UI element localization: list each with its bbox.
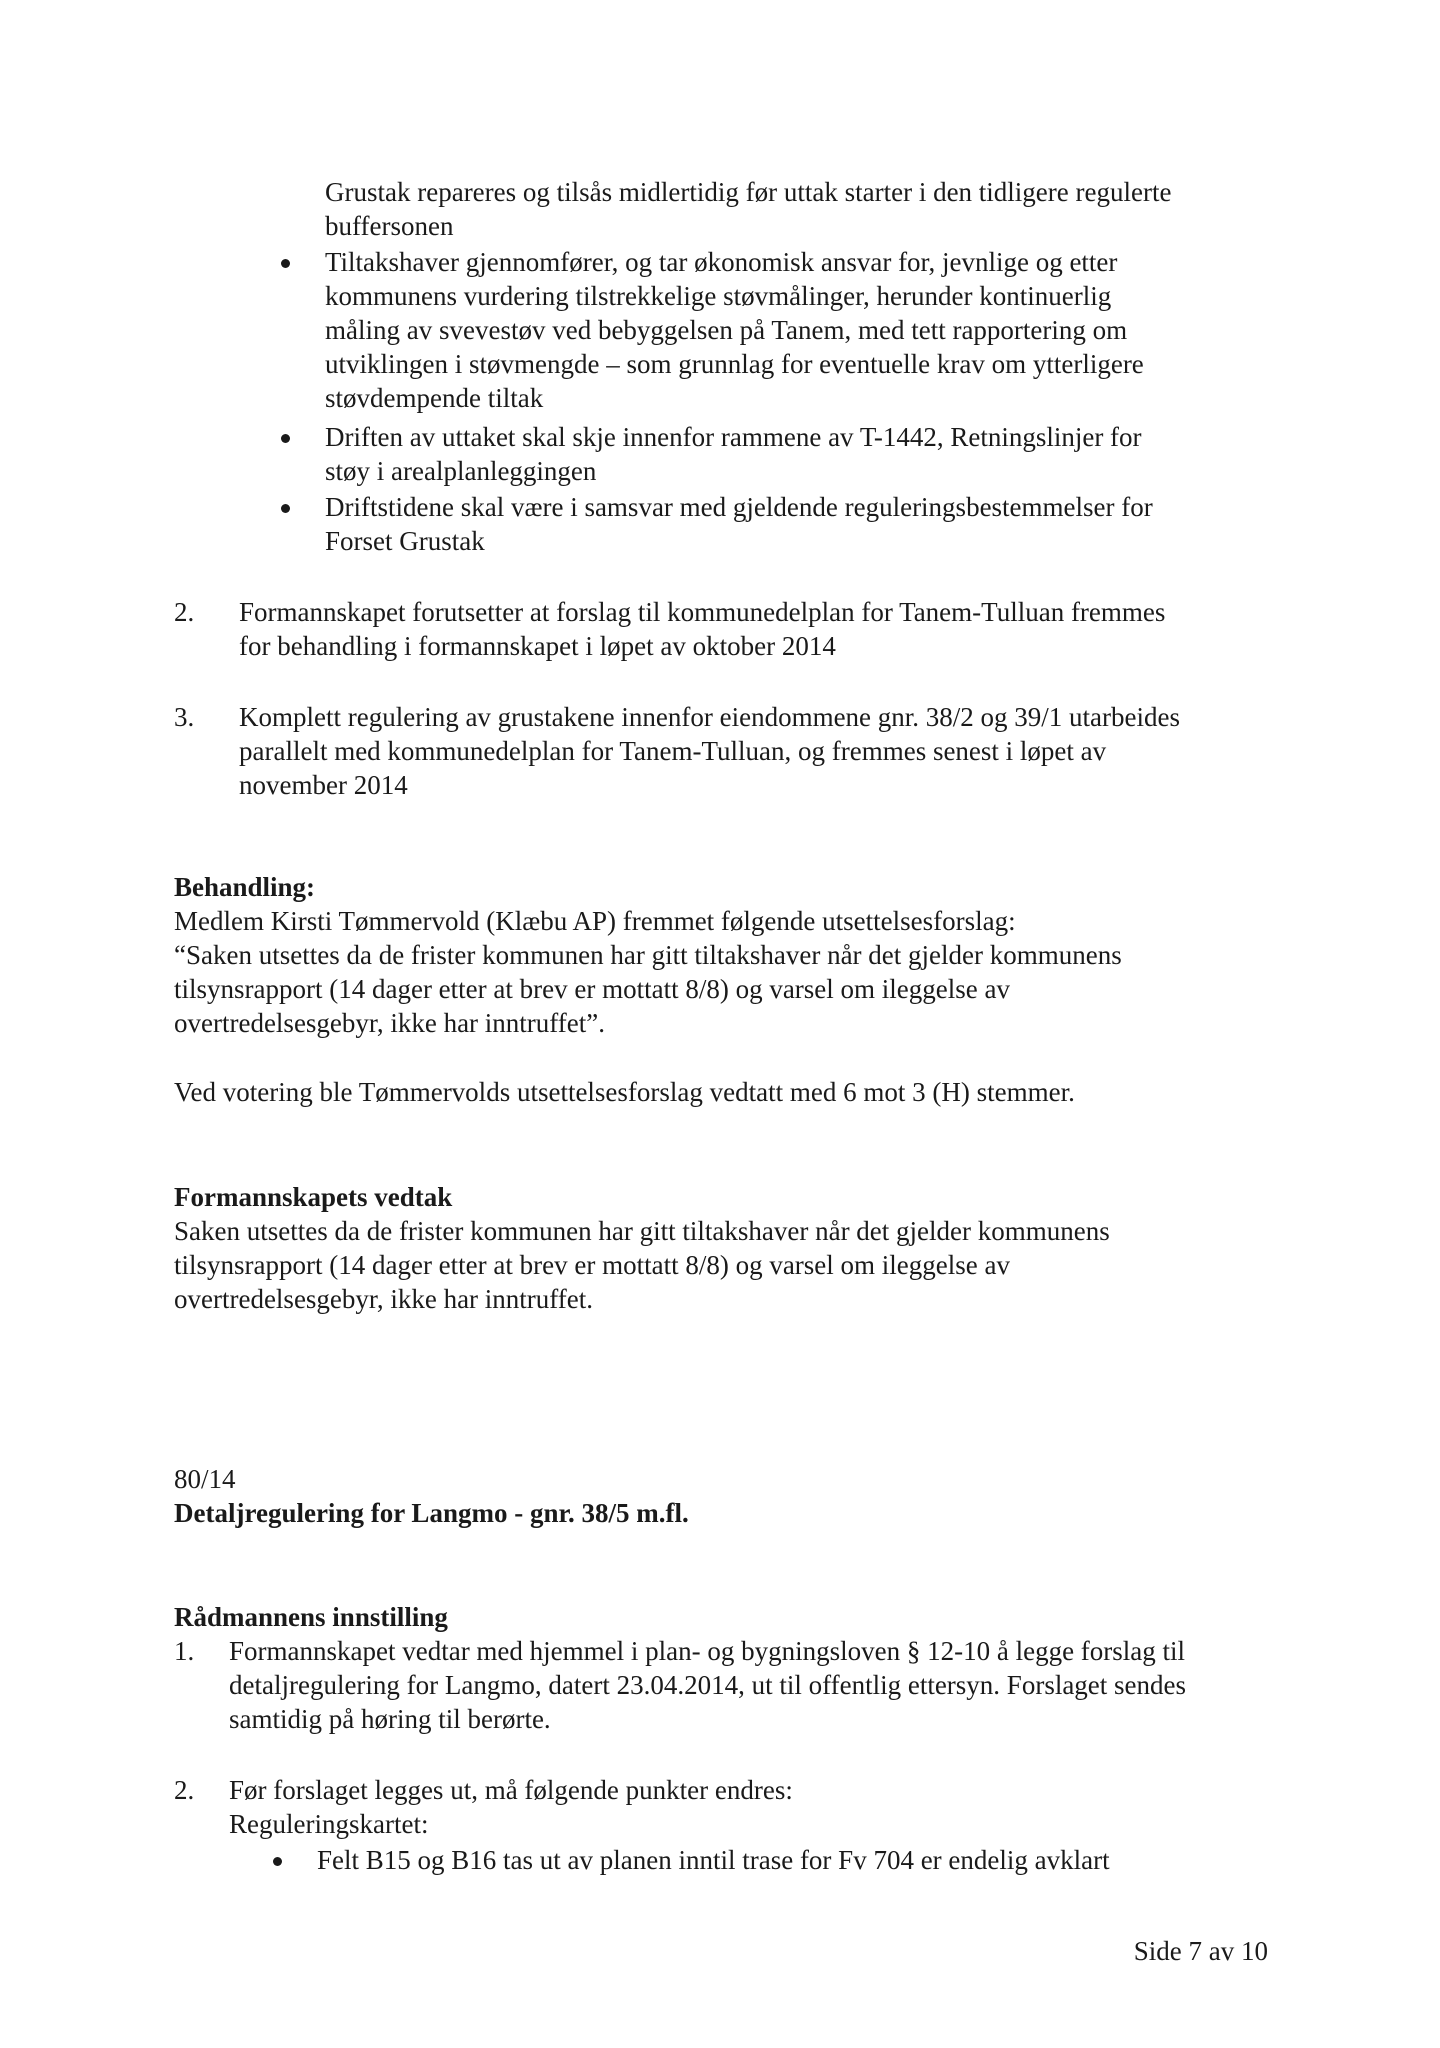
numbered-item	[229, 1773, 793, 1841]
text-line: november 2014	[239, 770, 408, 800]
text-line: overtredelsesgebyr, ikke har inntruffet.	[174, 1284, 594, 1314]
vote-result	[174, 1075, 1075, 1109]
text-line: overtredelsesgebyr, ikke har inntruffet”.	[174, 1008, 605, 1038]
section-heading: Rådmannens innstilling	[174, 1602, 448, 1632]
bullet-item	[325, 420, 1142, 488]
text-line: parallelt med kommunedelplan for Tanem-Tulluan, og fremmes senest i løpet av	[239, 736, 1107, 766]
text-line: utviklingen i støvmengde – som grunnlag for eventuelle krav om ytterligere	[325, 349, 1144, 379]
bullet-dot-icon	[281, 434, 290, 443]
numbered-item	[239, 595, 1165, 663]
text-line: Forset Grustak	[325, 526, 485, 556]
case-title: Detaljregulering for Langmo - gnr. 38/5 m.fl.	[174, 1498, 689, 1528]
behandling-section	[174, 870, 1122, 1040]
continuation-paragraph	[325, 175, 1171, 243]
text-line: Grustak repareres og tilsås midlertidig før uttak starter i den tidligere regulerte	[325, 177, 1172, 207]
text-line: Komplett regulering av grustakene innenfor eiendommene gnr. 38/2 og 39/1 utarbeides	[239, 702, 1180, 732]
item-number: 1.	[174, 1636, 195, 1666]
text-line: måling av svevestøv ved bebyggelsen på Tanem, med tett rapportering om	[325, 315, 1128, 345]
text-line: detaljregulering for Langmo, datert 23.04.2014, ut til offentlig ettersyn. Forslaget sendes	[229, 1670, 1187, 1700]
text-line: samtidig på høring til berørte.	[229, 1704, 551, 1734]
bullet-item	[325, 245, 1144, 415]
bullet-item	[317, 1843, 1110, 1877]
bullet-item	[325, 490, 1153, 558]
text-line: for behandling i formannskapet i løpet av oktober 2014	[239, 631, 836, 661]
text-line: tilsynsrapport (14 dager etter at brev er mottatt 8/8) og varsel om ileggelse av	[174, 1250, 1010, 1280]
text-line: Ved votering ble Tømmervolds utsettelsesforslag vedtatt med 6 mot 3 (H) stemmer.	[174, 1077, 1075, 1107]
text-line: Før forslaget legges ut, må følgende punkter endres:	[229, 1775, 793, 1805]
item-number: 2.	[174, 1775, 195, 1805]
case-number: 80/14	[174, 1464, 236, 1494]
text-line: støy i arealplanleggingen	[325, 456, 597, 486]
case-header	[174, 1462, 689, 1530]
text-line: Driften av uttaket skal skje innenfor rammene av T-1442, Retningslinjer for	[325, 422, 1142, 452]
text-line: Reguleringskartet:	[229, 1809, 429, 1839]
numbered-item	[229, 1634, 1186, 1736]
numbered-item	[239, 700, 1180, 802]
text-line: Saken utsettes da de frister kommunen har gitt tiltakshaver når det gjelder kommunens	[174, 1216, 1110, 1246]
text-line: Tiltakshaver gjennomfører, og tar økonomisk ansvar for, jevnlige og etter	[325, 247, 1118, 277]
bullet-dot-icon	[281, 504, 290, 513]
vedtak-section	[174, 1180, 1110, 1316]
page-number	[1134, 1934, 1268, 1968]
innstilling-heading-block	[174, 1600, 448, 1634]
section-heading: Behandling:	[174, 872, 316, 902]
text-line: kommunens vurdering tilstrekkelige støvmålinger, herunder kontinuerlig	[325, 281, 1112, 311]
text-line: Felt B15 og B16 tas ut av planen inntil trase for Fv 704 er endelig avklart	[317, 1845, 1110, 1875]
section-heading: Formannskapets vedtak	[174, 1182, 453, 1212]
text-line: støvdempende tiltak	[325, 383, 544, 413]
text-line: tilsynsrapport (14 dager etter at brev er mottatt 8/8) og varsel om ileggelse av	[174, 974, 1010, 1004]
text-line: Formannskapet forutsetter at forslag til kommunedelplan for Tanem-Tulluan fremmes	[239, 597, 1166, 627]
text-line: “Saken utsettes da de frister kommunen har gitt tiltakshaver når det gjelder kommunens	[174, 940, 1122, 970]
text-line: Medlem Kirsti Tømmervold (Klæbu AP) fremmet følgende utsettelsesforslag:	[174, 906, 1016, 936]
text-line: Driftstidene skal være i samsvar med gjeldende reguleringsbestemmelser for	[325, 492, 1153, 522]
bullet-dot-icon	[273, 1857, 282, 1866]
text-line: Formannskapet vedtar med hjemmel i plan- og bygningsloven § 12-10 å legge forslag til	[229, 1636, 1186, 1666]
item-number: 3.	[174, 702, 195, 732]
text-line: buffersonen	[325, 211, 454, 241]
item-number: 2.	[174, 597, 195, 627]
page-label: Side 7 av 10	[1133, 1936, 1268, 1966]
bullet-dot-icon	[281, 259, 290, 268]
